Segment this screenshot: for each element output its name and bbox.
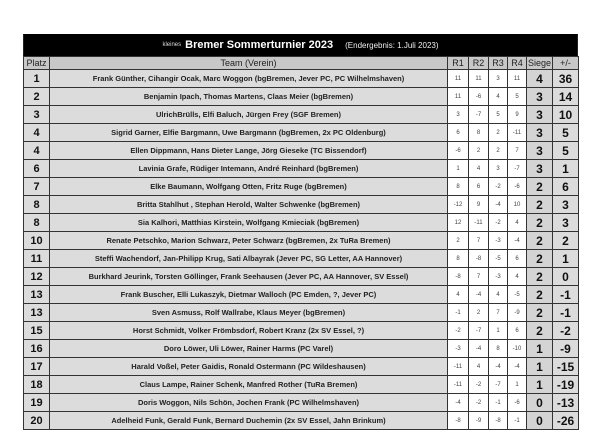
cell-platz: 3	[24, 106, 50, 124]
cell-r2: -11	[469, 214, 489, 232]
header-r4: R4	[508, 57, 527, 70]
cell-diff: -19	[553, 376, 579, 394]
cell-diff: 14	[553, 88, 579, 106]
table-row	[24, 88, 579, 106]
cell-team: Elke Baumann, Wolfgang Otten, Fritz Ruge (bgBremen)	[50, 178, 448, 196]
cell-r1: -4	[448, 394, 469, 412]
cell-r3: 4	[489, 88, 508, 106]
cell-r3: 3	[489, 160, 508, 178]
header-row	[24, 57, 579, 70]
cell-siege: 2	[527, 196, 553, 214]
table-row	[24, 70, 579, 88]
cell-r3: -3	[489, 232, 508, 250]
cell-team: Benjamin Ipach, Thomas Martens, Claas Meier (bgBremen)	[50, 88, 448, 106]
cell-r2: 7	[469, 232, 489, 250]
cell-team: Frank Günther, Cihangir Ocak, Marc Woggon (bgBremen, Jever PC, PC Wilhelmshaven)	[50, 70, 448, 88]
cell-r1: 11	[448, 70, 469, 88]
cell-team: Lavinia Grafe, Rüdiger Intemann, André Reinhard (bgBremen)	[50, 160, 448, 178]
cell-r1: 8	[448, 178, 469, 196]
cell-r3: -2	[489, 214, 508, 232]
cell-team: Sigrid Garner, Elfie Bargmann, Uwe Bargmann (bgBremen, 2x PC Oldenburg)	[50, 124, 448, 142]
cell-platz: 12	[24, 268, 50, 286]
cell-r2: -7	[469, 106, 489, 124]
cell-diff: 3	[553, 196, 579, 214]
cell-r4: 9	[508, 106, 527, 124]
cell-siege: 1	[527, 340, 553, 358]
cell-r2: 11	[469, 70, 489, 88]
table-row	[24, 178, 579, 196]
cell-siege: 2	[527, 286, 553, 304]
cell-r2: -8	[469, 250, 489, 268]
header-team: Team (Verein)	[50, 57, 448, 70]
cell-platz: 15	[24, 322, 50, 340]
cell-siege: 3	[527, 142, 553, 160]
cell-platz: 1	[24, 70, 50, 88]
header-r2: R2	[469, 57, 489, 70]
cell-r3: -3	[489, 268, 508, 286]
cell-r3: -2	[489, 178, 508, 196]
header-r1: R1	[448, 57, 469, 70]
cell-diff: -1	[553, 286, 579, 304]
cell-r2: -2	[469, 394, 489, 412]
table-row	[24, 232, 579, 250]
cell-siege: 3	[527, 124, 553, 142]
results-sheet	[23, 34, 578, 430]
header-diff: +/-	[553, 57, 579, 70]
cell-r3: 3	[489, 70, 508, 88]
cell-diff: 3	[553, 214, 579, 232]
table-row	[24, 142, 579, 160]
cell-team: Britta Stahlhut , Stephan Herold, Walter Schwenke (bgBremen)	[50, 196, 448, 214]
cell-siege: 4	[527, 70, 553, 88]
cell-platz: 17	[24, 358, 50, 376]
cell-r3: -8	[489, 412, 508, 430]
title-bar	[23, 34, 578, 56]
cell-r2: -4	[469, 340, 489, 358]
table-row	[24, 214, 579, 232]
cell-siege: 0	[527, 394, 553, 412]
title-prefix: kleines	[162, 42, 182, 48]
cell-r4: 10	[508, 196, 527, 214]
cell-r4: -7	[508, 160, 527, 178]
cell-platz: 19	[24, 394, 50, 412]
table-row	[24, 286, 579, 304]
cell-diff: 6	[553, 178, 579, 196]
cell-r1: -8	[448, 268, 469, 286]
cell-platz: 13	[24, 286, 50, 304]
cell-siege: 2	[527, 178, 553, 196]
cell-r3: 8	[489, 340, 508, 358]
cell-diff: 36	[553, 70, 579, 88]
cell-r2: -2	[469, 376, 489, 394]
cell-siege: 3	[527, 160, 553, 178]
table-row	[24, 268, 579, 286]
cell-diff: 5	[553, 124, 579, 142]
cell-r2: 4	[469, 160, 489, 178]
cell-diff: 2	[553, 232, 579, 250]
cell-team: Steffi Wachendorf, Jan-Philipp Krug, Sati Albayrak (Jever PC, SG Letter, AA Hannover)	[50, 250, 448, 268]
cell-diff: -1	[553, 304, 579, 322]
cell-r4: 6	[508, 322, 527, 340]
cell-team: Burkhard Jeurink, Torsten Göllinger, Frank Seehausen (Jever PC, AA Hannover, SV Essel)	[50, 268, 448, 286]
cell-r4: -1	[508, 412, 527, 430]
cell-r1: 3	[448, 106, 469, 124]
cell-r4: -6	[508, 394, 527, 412]
cell-diff: 5	[553, 142, 579, 160]
cell-r2: -9	[469, 412, 489, 430]
cell-r2: -7	[469, 322, 489, 340]
cell-siege: 2	[527, 250, 553, 268]
cell-siege: 2	[527, 268, 553, 286]
cell-r3: -7	[489, 376, 508, 394]
cell-r1: -8	[448, 412, 469, 430]
cell-siege: 1	[527, 376, 553, 394]
cell-platz: 18	[24, 376, 50, 394]
cell-platz: 11	[24, 250, 50, 268]
title-subtitle: (Endergebnis: 1.Juli 2023)	[345, 40, 439, 50]
cell-diff: 1	[553, 250, 579, 268]
cell-r1: 11	[448, 88, 469, 106]
cell-siege: 2	[527, 322, 553, 340]
table-row	[24, 412, 579, 430]
table-row	[24, 124, 579, 142]
cell-r3: 5	[489, 106, 508, 124]
table-row	[24, 196, 579, 214]
cell-siege: 3	[527, 88, 553, 106]
cell-platz: 6	[24, 160, 50, 178]
cell-r2: 4	[469, 358, 489, 376]
cell-r2: -6	[469, 88, 489, 106]
cell-team: Sia Kalhori, Matthias Kirstein, Wolfgang Kmieciak (bgBremen)	[50, 214, 448, 232]
cell-team: Claus Lampe, Rainer Schenk, Manfred Rother (TuRa Bremen)	[50, 376, 448, 394]
cell-siege: 3	[527, 106, 553, 124]
cell-platz: 2	[24, 88, 50, 106]
cell-diff: 1	[553, 160, 579, 178]
cell-r1: 6	[448, 124, 469, 142]
cell-r4: 7	[508, 142, 527, 160]
cell-r3: 1	[489, 322, 508, 340]
cell-r4: -9	[508, 304, 527, 322]
cell-siege: 2	[527, 214, 553, 232]
cell-team: Renate Petschko, Marion Schwarz, Peter Schwarz (bgBremen, 2x TuRa Bremen)	[50, 232, 448, 250]
cell-siege: 2	[527, 232, 553, 250]
cell-r1: -12	[448, 196, 469, 214]
cell-team: Adelheid Funk, Gerald Funk, Bernard Duchemin (2x SV Essel, Jahn Brinkum)	[50, 412, 448, 430]
table-row	[24, 304, 579, 322]
cell-platz: 16	[24, 340, 50, 358]
cell-platz: 8	[24, 214, 50, 232]
cell-platz: 4	[24, 142, 50, 160]
cell-r4: 4	[508, 214, 527, 232]
cell-r4: -10	[508, 340, 527, 358]
cell-r3: 4	[489, 286, 508, 304]
cell-r4: 5	[508, 88, 527, 106]
cell-r1: -6	[448, 142, 469, 160]
cell-siege: 2	[527, 304, 553, 322]
table-row	[24, 250, 579, 268]
cell-team: Doris Woggon, Nils Schön, Jochen Frank (PC Wilhelmshaven)	[50, 394, 448, 412]
cell-r4: 6	[508, 250, 527, 268]
cell-team: Doro Löwer, Uli Löwer, Rainer Harms (PC Varel)	[50, 340, 448, 358]
cell-platz: 4	[24, 124, 50, 142]
cell-r4: -11	[508, 124, 527, 142]
cell-r1: 1	[448, 160, 469, 178]
cell-r4: -4	[508, 358, 527, 376]
header-siege: Siege	[527, 58, 552, 68]
cell-diff: 0	[553, 268, 579, 286]
header-platz: Platz	[24, 57, 50, 70]
cell-r1: 2	[448, 232, 469, 250]
cell-team: Horst Schmidt, Volker Frömbsdorf, Robert Kranz (2x SV Essel, ?)	[50, 322, 448, 340]
page-title: Bremer Sommerturnier 2023	[185, 39, 334, 51]
cell-r1: -3	[448, 340, 469, 358]
cell-platz: 8	[24, 196, 50, 214]
table-row	[24, 160, 579, 178]
cell-platz: 10	[24, 232, 50, 250]
cell-diff: -15	[553, 358, 579, 376]
cell-platz: 7	[24, 178, 50, 196]
cell-r3: 2	[489, 142, 508, 160]
cell-r4: 4	[508, 268, 527, 286]
cell-platz: 13	[24, 304, 50, 322]
cell-r3: -1	[489, 394, 508, 412]
cell-team: Ellen Dippmann, Hans Dieter Lange, Jörg Gieseke (TC Bissendorf)	[50, 142, 448, 160]
header-r3: R3	[489, 57, 508, 70]
cell-r3: 7	[489, 304, 508, 322]
cell-r4: 11	[508, 70, 527, 88]
cell-r3: -4	[489, 358, 508, 376]
table-row	[24, 394, 579, 412]
cell-team: Harald Voßel, Peter Gaidis, Ronald Ostermann (PC Wildeshausen)	[50, 358, 448, 376]
cell-r2: 9	[469, 196, 489, 214]
cell-r1: -11	[448, 376, 469, 394]
cell-diff: -9	[553, 340, 579, 358]
cell-r1: 4	[448, 286, 469, 304]
cell-diff: -2	[553, 322, 579, 340]
cell-siege: 0	[527, 412, 553, 430]
cell-r1: -2	[448, 322, 469, 340]
cell-r3: -4	[489, 196, 508, 214]
cell-r3: -5	[489, 250, 508, 268]
table-row	[24, 322, 579, 340]
cell-team: Sven Asmuss, Rolf Wallrabe, Klaus Meyer (bgBremen)	[50, 304, 448, 322]
cell-r3: 2	[489, 124, 508, 142]
cell-r4: -4	[508, 232, 527, 250]
cell-team: Frank Buscher, Elli Lukaszyk, Dietmar Walloch (PC Emden, ?, Jever PC)	[50, 286, 448, 304]
cell-r2: 8	[469, 124, 489, 142]
cell-r1: 8	[448, 250, 469, 268]
cell-r1: -11	[448, 358, 469, 376]
table-row	[24, 340, 579, 358]
cell-r2: 2	[469, 142, 489, 160]
cell-r4: -6	[508, 178, 527, 196]
table-row	[24, 106, 579, 124]
cell-r4: -5	[508, 286, 527, 304]
cell-r2: 6	[469, 178, 489, 196]
cell-diff: 10	[553, 106, 579, 124]
table-row	[24, 376, 579, 394]
table-row	[24, 358, 579, 376]
cell-diff: -13	[553, 394, 579, 412]
cell-platz: 20	[24, 412, 50, 430]
cell-siege: 1	[527, 358, 553, 376]
cell-diff: -26	[553, 412, 579, 430]
cell-r2: -4	[469, 286, 489, 304]
cell-r1: -1	[448, 304, 469, 322]
cell-r2: 2	[469, 304, 489, 322]
cell-r2: 7	[469, 268, 489, 286]
cell-team: UlrichBrülls, Elfi Baluch, Jürgen Frey (SGF Bremen)	[50, 106, 448, 124]
cell-r4: 1	[508, 376, 527, 394]
cell-r1: 12	[448, 214, 469, 232]
results-table	[23, 56, 579, 430]
